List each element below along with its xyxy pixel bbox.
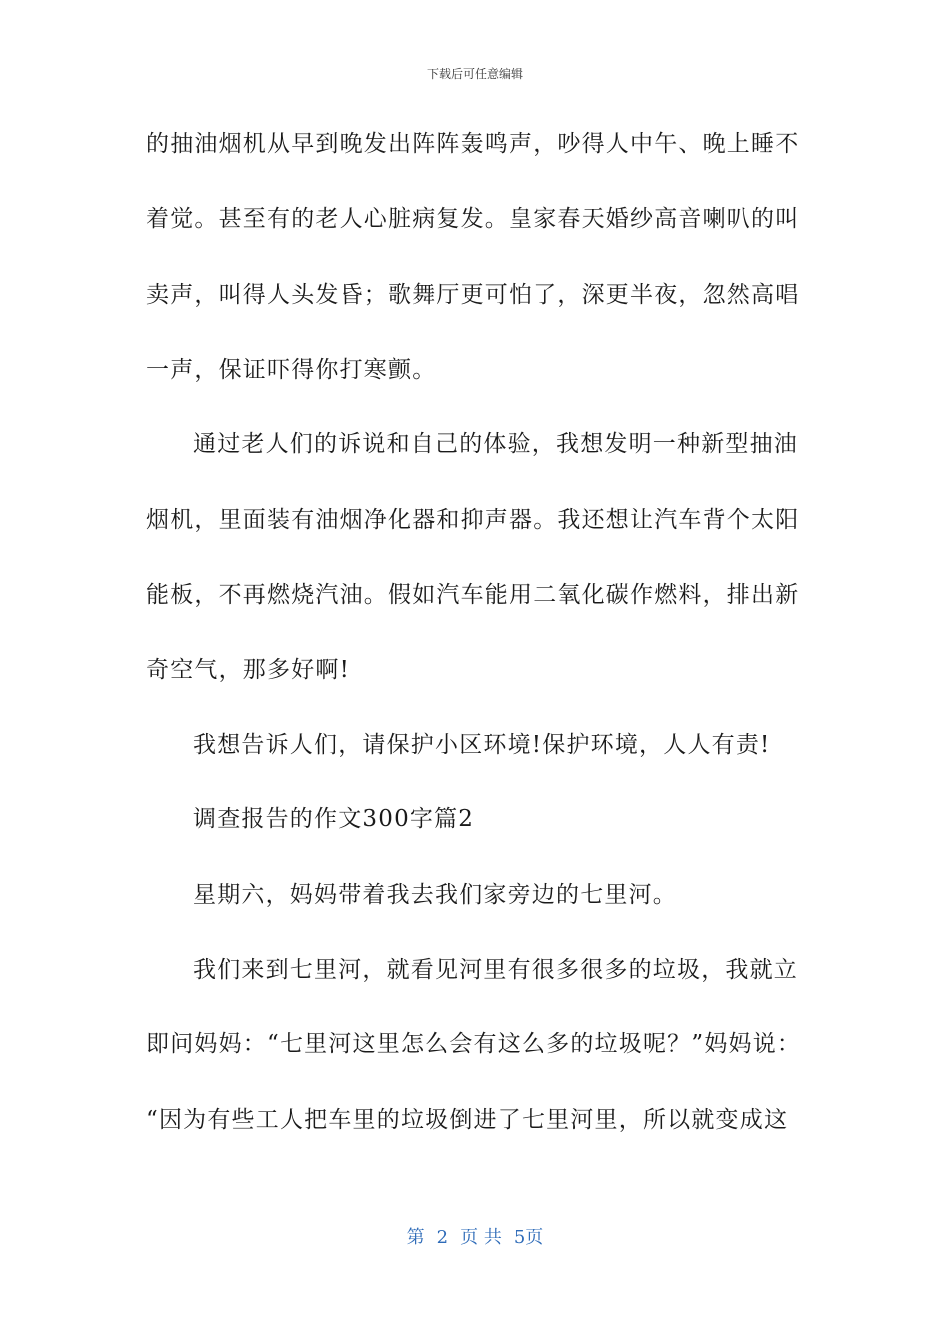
text-line: 能板，不再燃烧汽油。假如汽车能用二氧化碳作燃料，排出新 xyxy=(146,582,800,608)
text-line: 着觉。甚至有的老人心脏病复发。皇家春天婚纱高音喇叭的叫 xyxy=(146,206,800,232)
footer-current-page: 2 xyxy=(436,1227,449,1248)
text-line: 奇空气，那多好啊! xyxy=(146,657,351,683)
paragraph-start-line: 星期六，妈妈带着我去我们家旁边的七里河。 xyxy=(193,882,677,908)
text-line: “因为有些工人把车里的垃圾倒进了七里河里，所以就变成这 xyxy=(146,1107,789,1133)
page-header: 下载后可任意编辑 xyxy=(426,67,523,81)
footer-total-pages: 5页 xyxy=(513,1227,544,1248)
paragraph-start-line: 通过老人们的诉说和自己的体验，我想发明一种新型抽油 xyxy=(193,431,798,457)
paragraph-start-line: 我们来到七里河，就看见河里有很多很多的垃圾，我就立 xyxy=(193,957,798,983)
text-line: 的抽油烟机从早到晚发出阵阵轰鸣声，吵得人中午、晚上睡不 xyxy=(146,131,800,157)
text-line: 即问妈妈：“七里河这里怎么会有这么多的垃圾呢？”妈妈说： xyxy=(146,1031,802,1057)
page-number-footer xyxy=(0,1226,950,1250)
text-line: 卖声，叫得人头发昏；歌舞厅更可怕了，深更半夜，忽然高唱 xyxy=(146,282,800,308)
text-line: 烟机，里面装有油烟净化器和抑声器。我还想让汽车背个太阳 xyxy=(146,507,800,533)
footer-label-page: 第 xyxy=(406,1227,425,1248)
footer-label-of: 页 共 xyxy=(460,1227,502,1248)
section-heading: 调查报告的作文300字篇2 xyxy=(193,806,475,832)
text-line: 一声，保证吓得你打寒颤。 xyxy=(146,357,437,383)
paragraph-start-line: 我想告诉人们，请保护小区环境!保护环境，人人有责! xyxy=(193,732,771,758)
